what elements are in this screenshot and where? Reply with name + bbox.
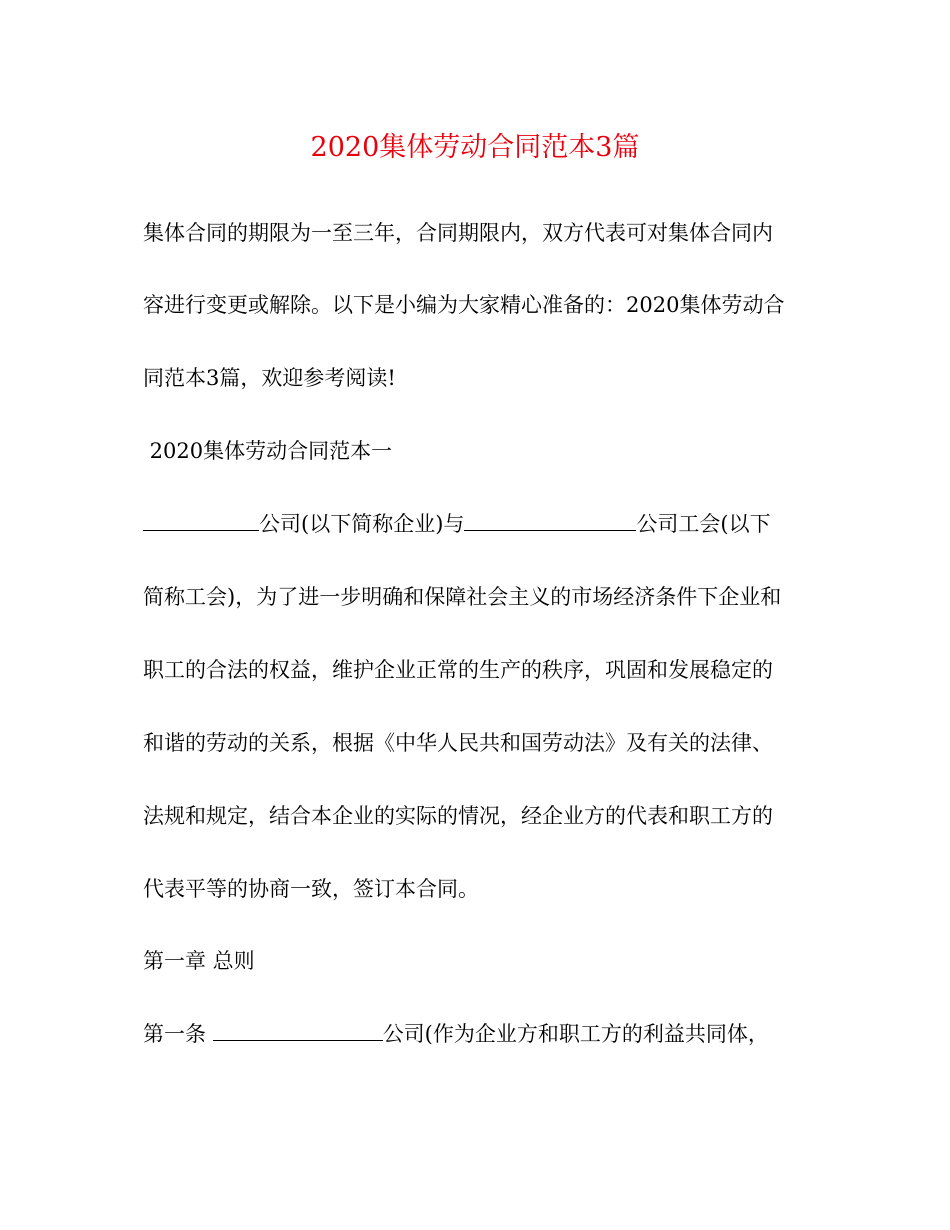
para1-segment-1: 公司(以下简称企业)与: [259, 512, 465, 536]
intro-line-2: 容进行变更或解除。以下是小编为大家精心准备的：2020集体劳动合: [143, 293, 785, 317]
para1-line-4: 和谐的劳动的关系，根据《中华人民共和国劳动法》及有关的法律、: [143, 731, 773, 755]
para1-line-6: 代表平等的协商一致，签订本合同。: [143, 877, 479, 901]
para1-line-2: 简称工会)，为了进一步明确和保障社会主义的市场经济条件下企业和: [143, 585, 782, 609]
intro-line-1: 集体合同的期限为一至三年，合同期限内，双方代表可对集体合同内: [143, 221, 773, 245]
article-1-suffix: 公司(作为企业方和职工方的利益共同体，: [382, 1022, 769, 1046]
article-1-line: [143, 1019, 769, 1049]
blank-line: [143, 510, 259, 531]
blank-line: [464, 510, 636, 531]
para1-line-3: 职工的合法的权益，维护企业正常的生产的秩序，巩固和发展稳定的: [143, 658, 773, 682]
para1-line-1: [143, 509, 771, 539]
para1-line-5: 法规和规定，结合本企业的实际的情况，经企业方的代表和职工方的: [143, 804, 773, 828]
section-heading: 2020集体劳动合同范本一: [143, 439, 393, 463]
intro-line-3: 同范本3篇，欢迎参考阅读!: [143, 366, 396, 390]
document-title: 2020集体劳动合同范本3篇: [310, 132, 640, 163]
blank-line: [213, 1020, 383, 1041]
chapter-heading: 第一章 总则: [143, 949, 255, 973]
article-1-prefix: 第一条: [143, 1022, 213, 1046]
para1-segment-2: 公司工会(以下: [636, 512, 771, 536]
